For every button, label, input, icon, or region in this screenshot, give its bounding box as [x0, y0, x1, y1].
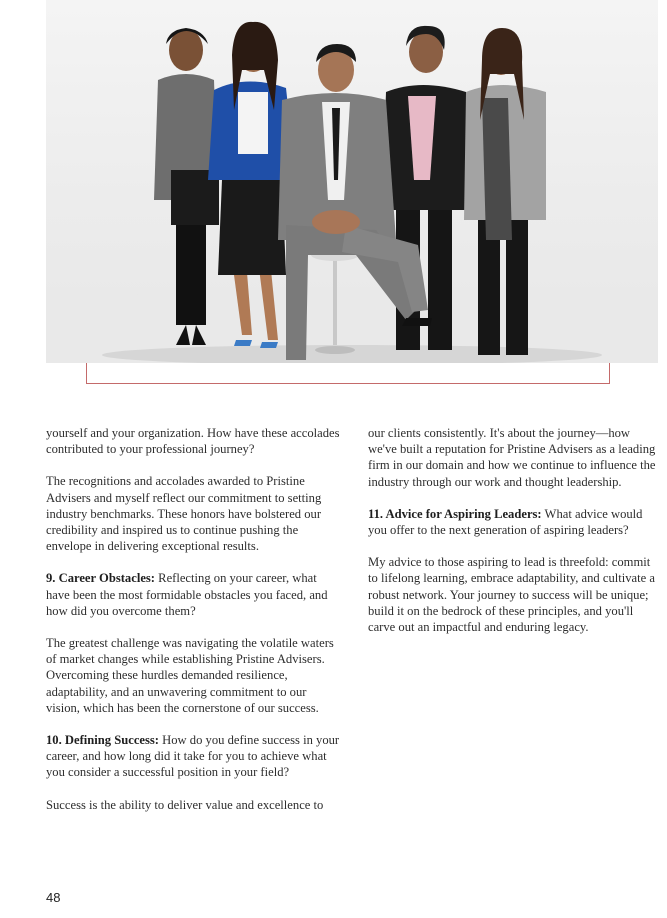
paragraph: The recognitions and accolades awarded to Pristine Advisers and myself reflect our commitment to setting industry benchmarks. These honors have bolstered our credibility and inspired us to continue pushing the envelope in delivering exceptional results.: [46, 474, 322, 554]
left-column: [46, 425, 342, 829]
right-column: [368, 425, 662, 651]
question-10-text: How do you define success in your career, and how long did it take for you to achieve what you consider a successful position in your field?: [46, 733, 340, 780]
question-10: [46, 732, 342, 781]
question-9: [46, 570, 342, 619]
question-9-label: 9. Career Obstacles:: [46, 571, 156, 586]
group-photo: [46, 0, 658, 363]
question-10-label: 10. Defining Success:: [46, 733, 159, 748]
page-number: 48: [46, 890, 61, 905]
paragraph: My advice to those aspiring to lead is threefold: commit to lifelong learning, embrace adaptability, and cultivate a robust network. Your journey to success will be unique; build it on the bedrock of these principles, and you'll carve out an impactful and enduring legacy.: [368, 555, 655, 635]
question-11: [368, 506, 662, 538]
question-9-text: Reflecting on your career, what have been the most formidable obstacles you faced, and how did you overcome them?: [46, 571, 328, 618]
paragraph: Success is the ability to deliver value and excellence to: [46, 797, 324, 812]
photo-frame-line: [86, 363, 610, 384]
group-photo-illustration: [46, 0, 658, 363]
question-11-text: What advice would you offer to the next generation of aspiring leaders?: [368, 506, 643, 538]
paragraph: our clients consistently. It's about the journey—how we've built a reputation for Pristine Advisers as a leading firm in our domain and how we continue to influence the industry through our work and thought leadership.: [368, 426, 656, 489]
question-11-label: 11. Advice for Aspiring Leaders:: [368, 506, 542, 521]
paragraph: yourself and your organization. How have these accolades contributed to your professional journey?: [46, 426, 340, 457]
paragraph: The greatest challenge was navigating the volatile waters of market changes while establishing Pristine Advisers. Overcoming these hurdles demanded resilience, adaptability, and an unwavering commitment to our vision, which has been the cornerstone of our success.: [46, 636, 334, 715]
